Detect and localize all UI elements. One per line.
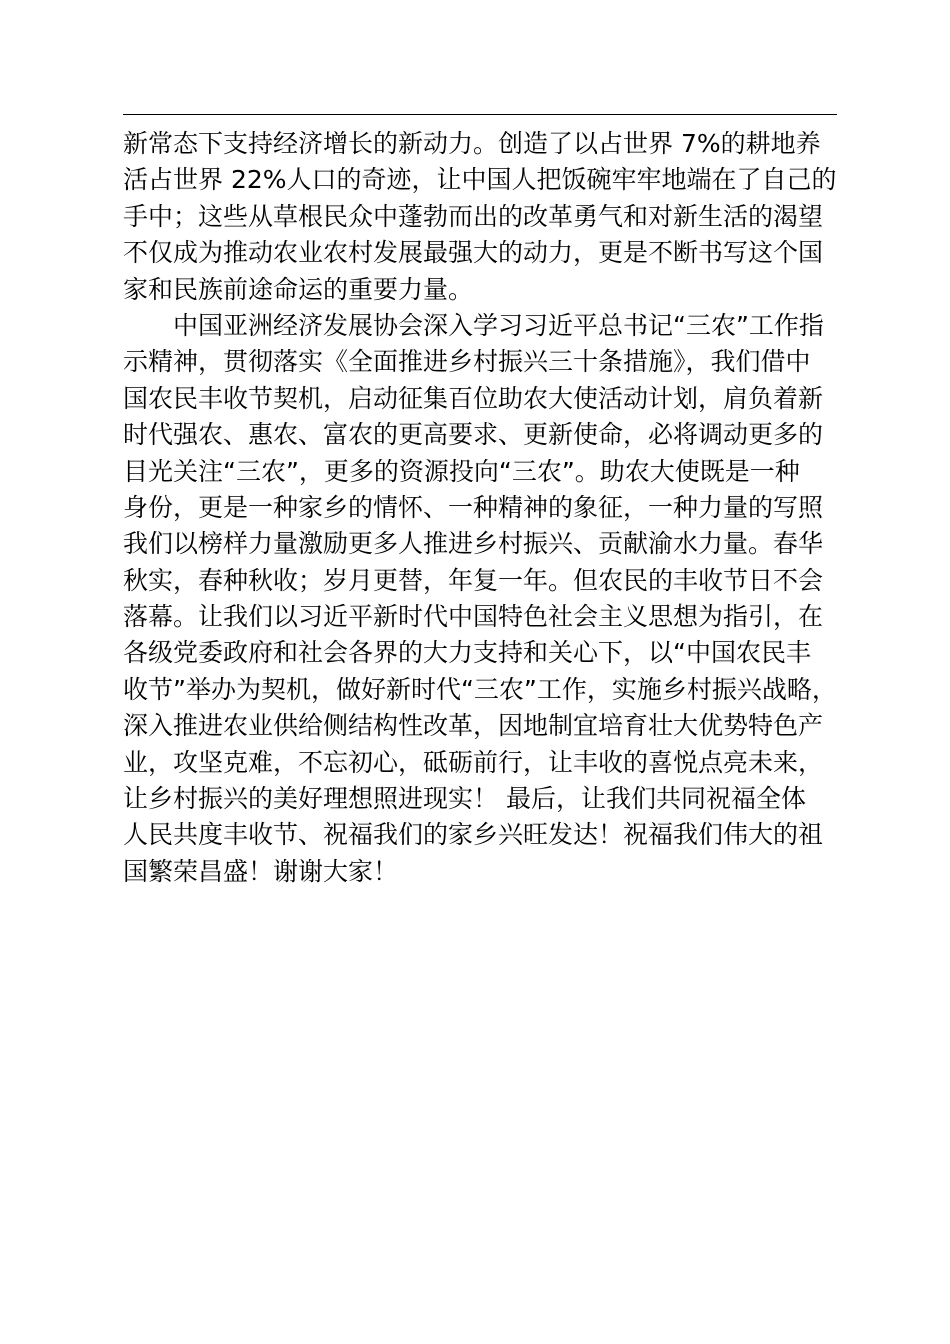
text-line: 让乡村振兴的美好理想照进现实！ 最后，让我们共同祝福全体 (123, 784, 806, 814)
header-rule (123, 114, 837, 115)
text-line: 新常态下支持经济增长的新动力。创造了以占世界 7%的耕地养 (123, 129, 821, 158)
text-line: 国繁荣昌盛！谢谢大家！ (123, 856, 399, 886)
text-line: 家和民族前途命运的重要力量。 (123, 274, 474, 304)
text-line: 落幕。让我们以习近平新时代中国特色社会主义思想为指引，在 (123, 602, 824, 632)
text-line: 国农民丰收节契机，启动征集百位助农大使活动计划，肩负着新 (123, 383, 824, 413)
text-line: 人民共度丰收节、祝福我们的家乡兴旺发达！祝福我们伟大的祖 (123, 820, 824, 850)
text-line: 我们以榜样力量激励更多人推进乡村振兴、贡献渝水力量。春华 (123, 529, 824, 559)
text-line: 时代强农、惠农、富农的更高要求、更新使命，必将调动更多的 (123, 420, 824, 450)
text-line: 目光关注“三农”，更多的资源投向“三农”。助农大使既是一种 (123, 456, 800, 486)
text-line: 业，攻坚克难，不忘初心，砥砺前行，让丰收的喜悦点亮未来， (123, 747, 824, 777)
text-line: 收节”举办为契机，做好新时代“三农”工作，实施乡村振兴战略， (123, 674, 837, 704)
paragraph-1 (123, 126, 843, 308)
text-line: 示精神，贯彻落实《全面推进乡村振兴三十条措施》，我们借中 (123, 347, 811, 377)
text-line: 身份，更是一种家乡的情怀、一种精神的象征，一种力量的写照 (123, 492, 824, 522)
text-line: 活占世界 22%人口的奇迹，让中国人把饭碗牢牢地端在了自己的 (123, 165, 837, 195)
text-line: 深入推进农业供给侧结构性改革，因地制宜培育壮大优势特色产 (123, 711, 824, 741)
document-body (123, 126, 843, 890)
text-line: 中国亚洲经济发展协会深入学习习近平总书记“三农”工作指 (173, 310, 824, 340)
paragraph-2 (123, 308, 843, 890)
text-line: 不仅成为推动农业农村发展最强大的动力，更是不断书写这个国 (123, 238, 824, 268)
text-line: 手中；这些从草根民众中蓬勃而出的改革勇气和对新生活的渴望 (123, 201, 824, 231)
text-line: 秋实，春种秋收；岁月更替，年复一年。但农民的丰收节日不会 (123, 565, 824, 595)
text-line: 各级党委政府和社会各界的大力支持和关心下，以“中国农民丰 (123, 638, 811, 668)
